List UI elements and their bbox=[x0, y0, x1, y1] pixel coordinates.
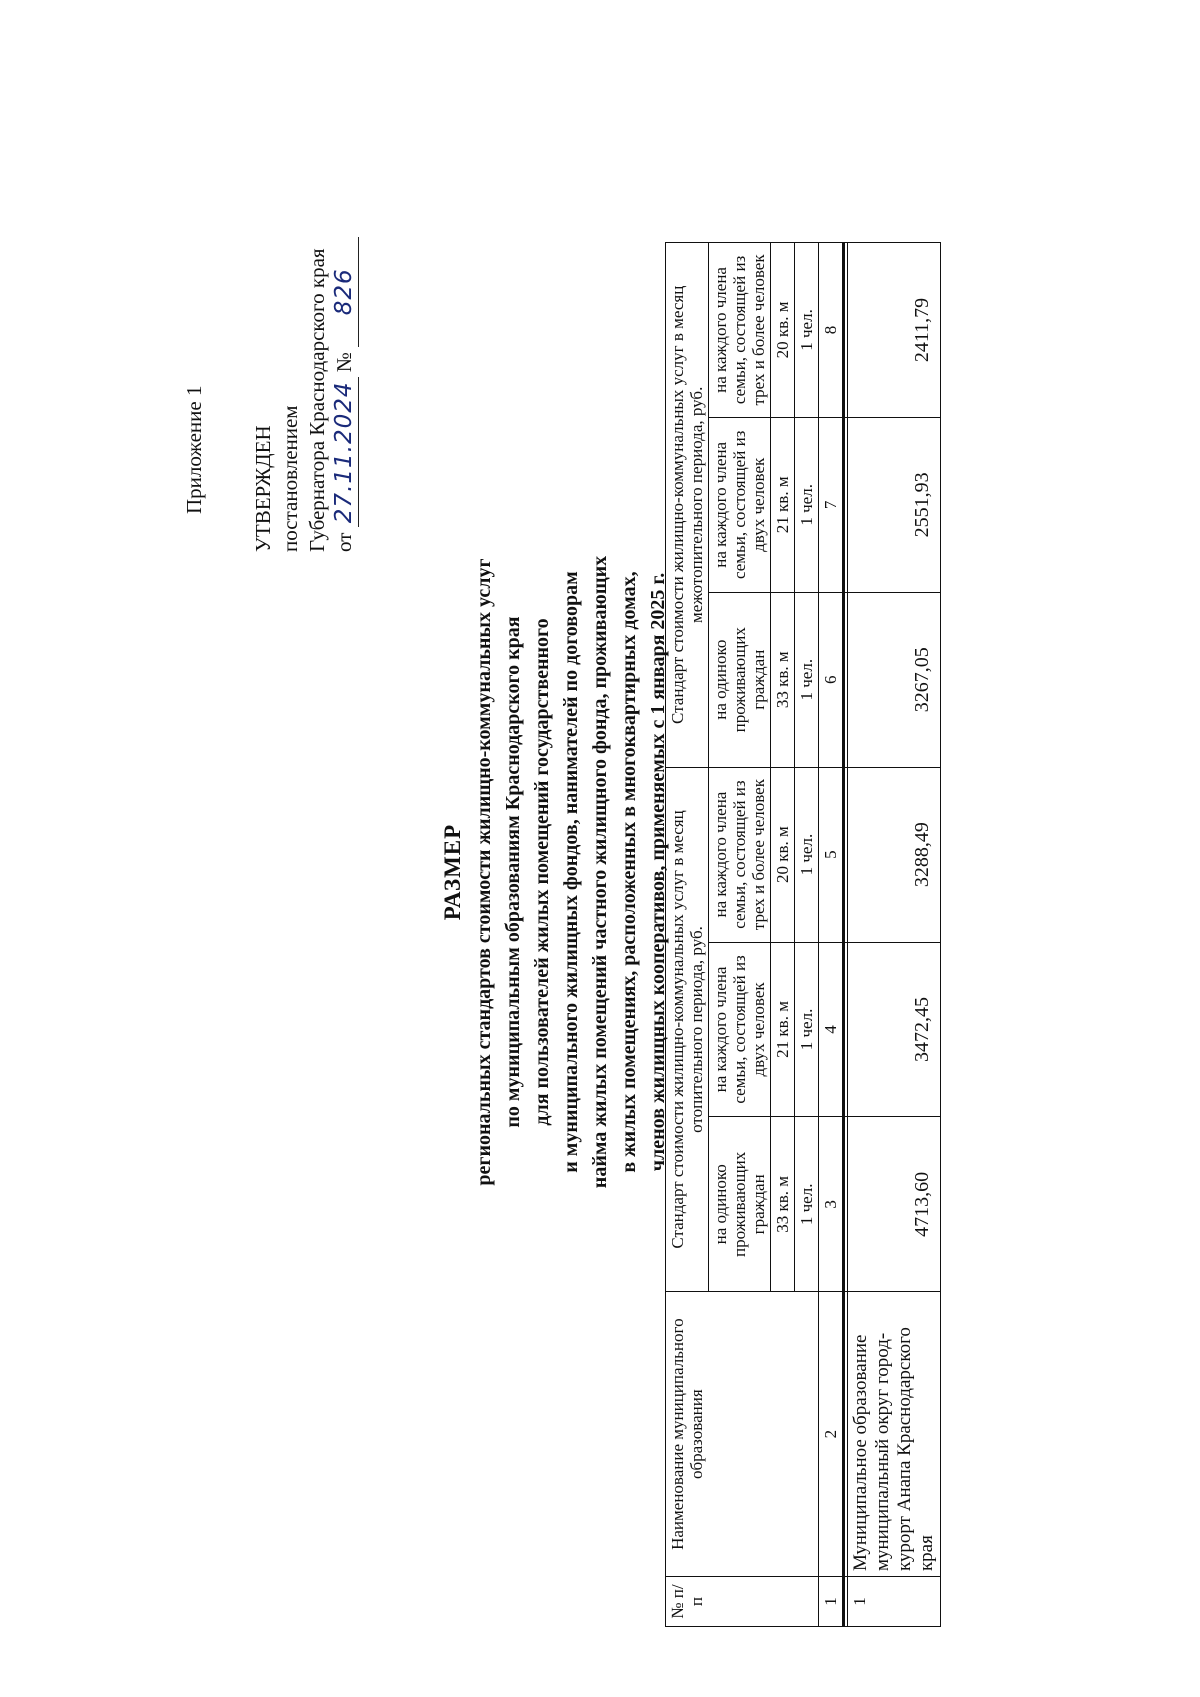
header-persons: 1 чел. bbox=[795, 417, 819, 592]
header-row-groups bbox=[666, 243, 709, 1627]
header-sub: на каждого члена семьи, состоящей из двух человек bbox=[709, 417, 771, 592]
header-persons: 1 чел. bbox=[795, 592, 819, 767]
row-name: Муниципальное образование муниципальный округ город-курорт Анапа Краснодарского края bbox=[848, 1292, 941, 1577]
header-persons: 1 чел. bbox=[795, 1117, 819, 1292]
title-line: для пользователей жилых помещений государственного bbox=[531, 618, 553, 1126]
column-number: 1 bbox=[819, 1577, 844, 1627]
column-number: 8 bbox=[819, 243, 844, 418]
column-number: 3 bbox=[819, 1117, 844, 1292]
header-num: № п/п bbox=[666, 1577, 819, 1627]
header-persons: 1 чел. bbox=[795, 243, 819, 418]
approved-by-line2: Губернатора Краснодарского края bbox=[305, 248, 329, 552]
header-group-heating: Стандарт стоимости жилищно-коммунальных услуг в месяц отопительного периода, руб. bbox=[666, 767, 709, 1292]
header-persons: 1 чел. bbox=[795, 767, 819, 942]
approval-block bbox=[250, 237, 359, 552]
row-value: 3472,45 bbox=[848, 942, 941, 1117]
document-title bbox=[440, 347, 673, 1397]
header-area: 21 кв. м bbox=[771, 417, 795, 592]
number-label: № bbox=[332, 352, 356, 373]
number-handwritten: 826 bbox=[331, 268, 357, 316]
row-value: 2411,79 bbox=[848, 243, 941, 418]
from-label: от bbox=[332, 532, 356, 552]
title-heading: РАЗМЕР bbox=[440, 823, 465, 921]
row-num: 1 bbox=[848, 1577, 941, 1627]
column-number: 2 bbox=[819, 1292, 844, 1577]
title-line: региональных стандартов стоимости жилищно-коммунальных услуг bbox=[473, 558, 495, 1186]
row-value: 3288,49 bbox=[848, 767, 941, 942]
approved-label: УТВЕРЖДЕН bbox=[251, 425, 275, 552]
title-line: по муниципальным образованиям Краснодарского края bbox=[502, 616, 524, 1128]
column-number: 6 bbox=[819, 592, 844, 767]
date-handwritten: 27.11.2024 bbox=[331, 381, 357, 524]
column-number-row bbox=[819, 243, 844, 1627]
header-name: Наименование муниципального образования bbox=[666, 1292, 819, 1577]
date-number-line bbox=[331, 237, 359, 552]
header-sub: на каждого члена семьи, состоящей из трех и более человек bbox=[709, 767, 771, 942]
table-row bbox=[848, 243, 941, 1627]
date-field bbox=[331, 377, 359, 527]
row-value: 2551,93 bbox=[848, 417, 941, 592]
column-number: 5 bbox=[819, 767, 844, 942]
appendix-label: Приложение 1 bbox=[182, 385, 206, 514]
header-group-nonheating: Стандарт стоимости жилищно-коммунальных услуг в месяц межотопительного периода, руб. bbox=[666, 243, 709, 768]
header-sub: на одиноко проживающих граждан bbox=[709, 592, 771, 767]
approved-by-line1: постановлением bbox=[278, 405, 302, 552]
header-area: 20 кв. м bbox=[771, 243, 795, 418]
row-value: 3267,05 bbox=[848, 592, 941, 767]
header-persons: 1 чел. bbox=[795, 942, 819, 1117]
number-field bbox=[331, 237, 359, 347]
column-number: 4 bbox=[819, 942, 844, 1117]
title-line: и муниципального жилищных фондов, нанимателей по договорам bbox=[560, 571, 582, 1173]
title-line: в жилых помещениях, расположенных в многоквартирных домах, bbox=[618, 571, 640, 1173]
header-area: 33 кв. м bbox=[771, 592, 795, 767]
column-number: 7 bbox=[819, 417, 844, 592]
title-line: найма жилых помещений частного жилищного фонда, проживающих bbox=[589, 555, 611, 1189]
title-line: членов жилищных кооперативов, применяемых с 1 января 2025 г. bbox=[647, 572, 669, 1172]
header-area: 33 кв. м bbox=[771, 1117, 795, 1292]
row-value: 4713,60 bbox=[848, 1117, 941, 1292]
header-sub: на одиноко проживающих граждан bbox=[709, 1117, 771, 1292]
header-area: 21 кв. м bbox=[771, 942, 795, 1117]
header-area: 20 кв. м bbox=[771, 767, 795, 942]
header-sub: на каждого члена семьи, состоящей из трех и более человек bbox=[709, 243, 771, 418]
standards-table bbox=[665, 242, 941, 1627]
header-sub: на каждого члена семьи, состоящей из двух человек bbox=[709, 942, 771, 1117]
